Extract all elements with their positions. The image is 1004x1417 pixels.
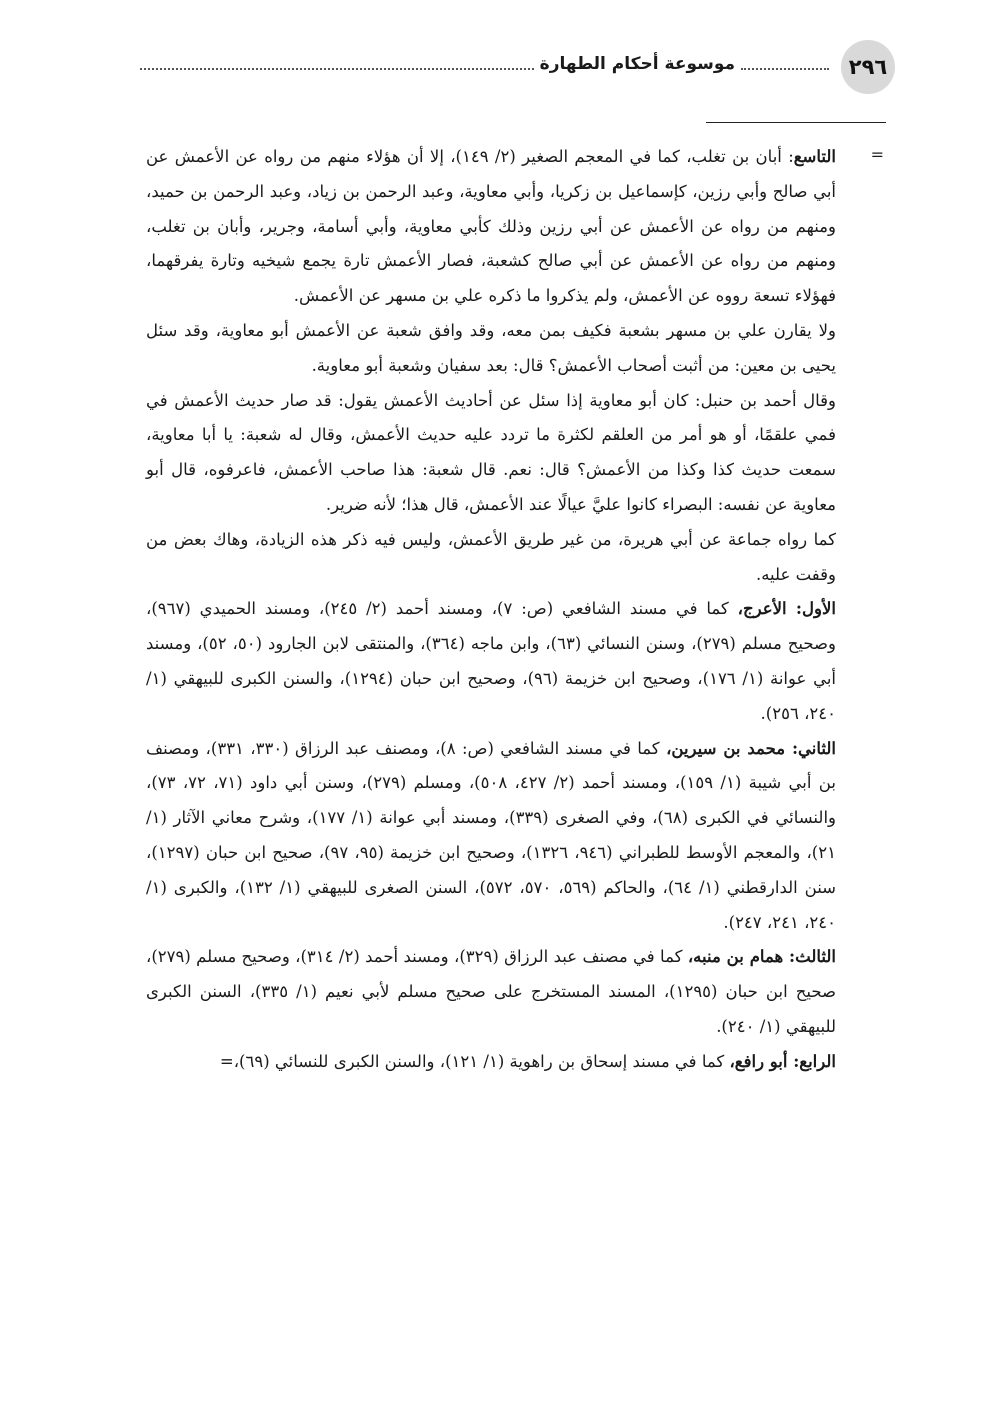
paragraph-shubah	[146, 314, 836, 384]
paragraph-third	[146, 940, 836, 1044]
header-dots-left	[140, 68, 534, 70]
paragraph-text: كما في مسند الشافعي (ص: ٧)، ومسند أحمد (٢/ ٢٤٥)، ومسند الحميدي (٩٦٧)، وصحيح مسلم (٢٧٩)، وسنن النسائي (٦٣)، وابن ماجه (٣٦٤)، والمنتقى لابن الجارود (٥٠، ٥٢)، ومسند أبي عوانة (١/ ١٧٦)، وصحيح ابن خزيمة (٩٦)، وصحيح ابن حبان (١٢٩٤)، والسنن الكبرى للبيهقي (١/ ٢٤٠، ٢٥٦).	[146, 599, 837, 723]
paragraph-text: كما في مسند إسحاق بن راهوية (١/ ١٢١)، والسنن الكبرى للنسائي (٦٩)،=	[219, 1051, 730, 1071]
paragraph-ahmad	[146, 384, 836, 523]
continuation-mark: =	[870, 145, 884, 164]
paragraph-text: : أبان بن تغلب، كما في المعجم الصغير (٢/ ١٤٩)، إلا أن هؤلاء منهم من رواه عن الأعمش عن أبي صالح وأبي رزين، كإسماعيل بن زكريا، وأبي معاوية، وعبد الرحمن بن زياد، وعبد الرحمن بن حميد، ومنهم من رواه عن الأعمش عن أبي رزين وذلك كأبي معاوية، وأبي أسامة، وجرير، وأبان بن تغلب، ومنهم من رواه عن الأعمش عن أبي صالح كشعبة، فصار الأعمش تارة يجمع شيخيه وتارة يفرقهما، فهؤلاء تسعة رووه عن الأعمش، ولم يذكروا ما ذكره علي بن مسهر عن الأعمش.	[146, 147, 836, 306]
paragraph-fourth	[146, 1045, 836, 1080]
header-title-line	[140, 54, 829, 74]
paragraph-lead: الثالث: همام بن منبه،	[687, 947, 836, 967]
paragraph-jamaah	[146, 523, 836, 593]
paragraph-ninth	[146, 140, 836, 314]
book-title: موسوعة أحكام الطهارة	[539, 54, 735, 74]
header-dots-right	[741, 68, 829, 70]
paragraph-text: كما في مصنف عبد الرزاق (٣٢٩)، ومسند أحمد (٢/ ٣١٤)، وصحيح مسلم (٢٧٩)، صحيح ابن حبان (١٢٩٥)، المسند المستخرج على صحيح مسلم لأبي نعيم (١/ ٣٣٥)، السنن الكبرى للبيهقي (١/ ٢٤٠).	[146, 947, 836, 1036]
paragraph-text: كما رواه جماعة عن أبي هريرة، من غير طريق الأعمش، وليس فيه ذكر هذه الزيادة، وهاك بعض من وقفت عليه.	[146, 529, 836, 584]
paragraph-first	[146, 592, 836, 731]
footnote-body	[146, 140, 836, 1080]
paragraph-lead: الرابع: أبو رافع،	[729, 1051, 836, 1071]
paragraph-lead: الثاني: محمد بن سيرين،	[666, 738, 836, 758]
paragraph-lead: التاسع	[793, 147, 836, 166]
footnote-separator	[706, 122, 886, 123]
paragraph-text: وقال أحمد بن حنبل: كان أبو معاوية إذا سئل عن أحاديث الأعمش يقول: قد صار حديث الأعمش في فمي علقمًا، أو هو أمر من العلقم لكثرة ما تردد عليه حديث الأعمش، وقال له شعبة: يا أبا معاوية، سمعت حديث كذا وكذا من الأعمش؟ قال: نعم. قال شعبة: هذا صاحب الأعمش، فاعرفوه، قال أبو معاوية عن نفسه: البصراء كانوا عليَّ عيالًا عند الأعمش، قال هذا؛ لأنه ضرير.	[146, 390, 836, 514]
paragraph-text: ولا يقارن علي بن مسهر بشعبة فكيف بمن معه، وقد وافق شعبة عن الأعمش أبو معاوية، وقد سئل يحيى بن معين: من أثبت أصحاب الأعمش؟ قال: بعد سفيان وشعبة أبو معاوية.	[146, 320, 836, 375]
page-header	[140, 40, 895, 100]
page-number: ٢٩٦	[841, 40, 895, 94]
paragraph-lead: الأول: الأعرج،	[737, 599, 836, 619]
paragraph-second	[146, 732, 836, 941]
paragraph-text: كما في مسند الشافعي (ص: ٨)، ومصنف عبد الرزاق (٣٣٠، ٣٣١)، ومصنف بن أبي شيبة (١/ ١٥٩)، ومسند أحمد (٢/ ٤٢٧، ٥٠٨)، ومسلم (٢٧٩)، وسنن أبي داود (٧١، ٧٢، ٧٣)، والنسائي في الكبرى (٦٨)، وفي الصغرى (٣٣٩)، ومسند أبي عوانة (١/ ١٧٧)، وشرح معاني الآثار (١/ ٢١)، والمعجم الأوسط للطبراني (٩٤٦، ١٣٢٦)، وصحيح ابن خزيمة (٩٥، ٩٧)، صحيح ابن حبان (١٢٩٧)، سنن الدارقطني (١/ ٦٤)، والحاكم (٥٦٩، ٥٧٠، ٥٧٢)، السنن الصغرى للبيهقي (١/ ١٣٢)، والكبرى (١/ ٢٤٠، ٢٤١، ٢٤٧).	[146, 738, 836, 932]
